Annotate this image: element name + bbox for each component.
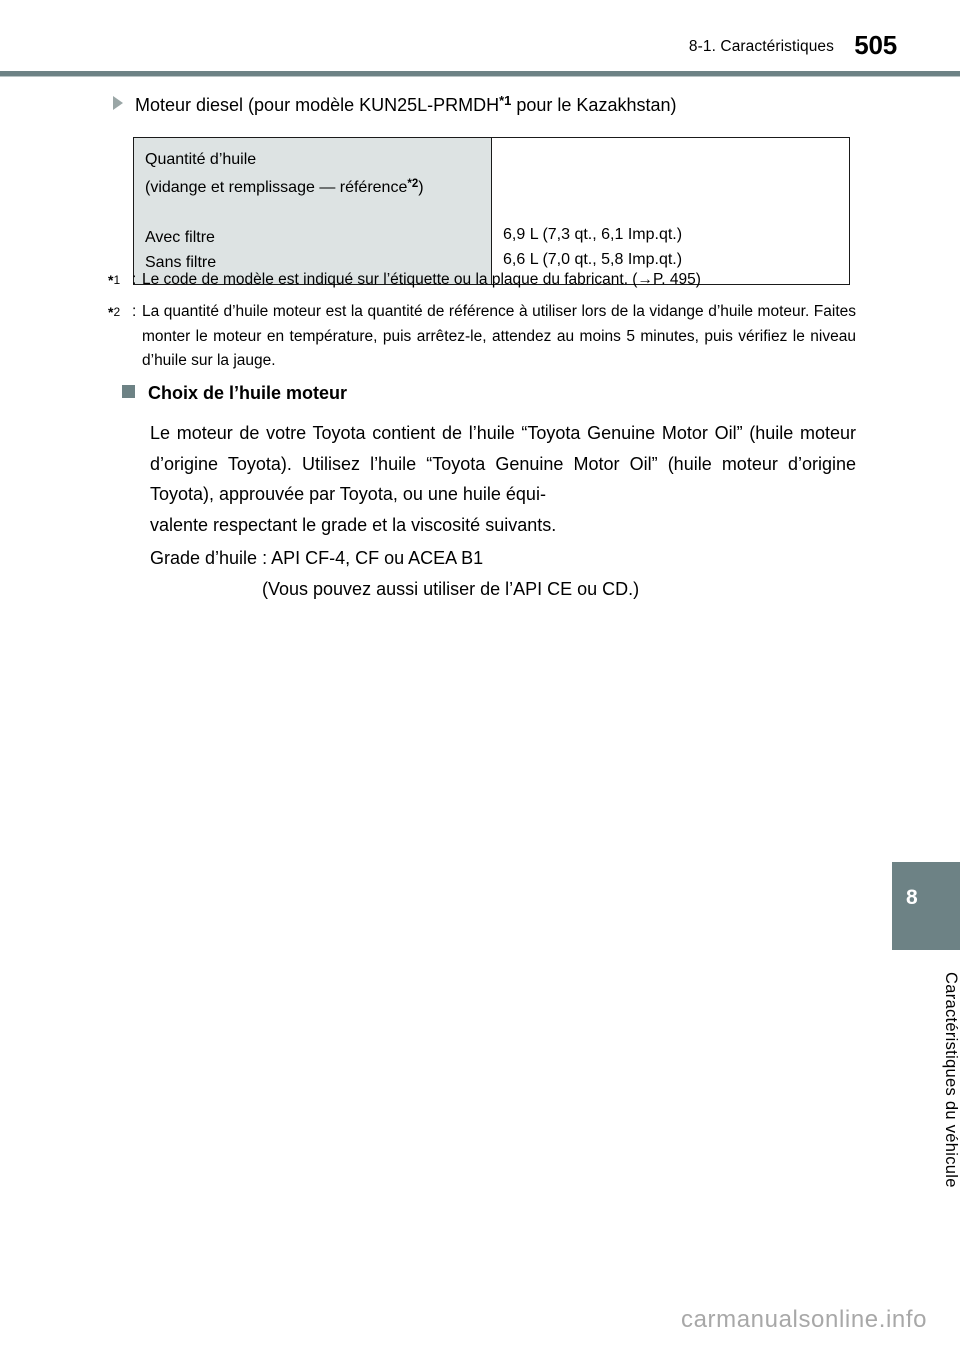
footnote-1-marker: *$^1$ bbox=[108, 272, 121, 289]
page-header bbox=[0, 30, 960, 68]
footnote-2 bbox=[108, 300, 856, 374]
oil-grade-line-1: Grade d’huile : API CF-4, CF ou ACEA B1 bbox=[150, 548, 484, 568]
section-body-paragraph bbox=[150, 418, 856, 540]
footnote-2-text: La quantité d’huile moteur est la quantité de référence à utiliser lors de la vidange d’huile moteur. Faites monter le moteur en température, puis arrêtez-le, attendez au moins 5 minutes, puis vérifiez le niveau d’huile sur la jauge. bbox=[142, 303, 856, 369]
section-body-text: Le moteur de votre Toyota contient de l’huile “Toyota Genuine Motor Oil” (huile moteur d’origine Toyota). Utilisez l’huile “Toyota Genuine Motor Oil” (huile moteur d’origine Toyota), approuvée par Toyota, ou une huile équi- bbox=[150, 423, 856, 504]
table-row-value-1: 6,6 L (7,0 qt., 5,8 Imp.qt.) bbox=[503, 251, 683, 268]
table-label-line-2: (vidange et remplissage — référence$^{*2}$) bbox=[145, 178, 424, 197]
site-watermark: carmanualsonline.info bbox=[681, 1306, 928, 1333]
table-row-value-0: 6,9 L (7,3 qt., 6,1 Imp.qt.) bbox=[503, 226, 683, 243]
table-row-label-1: Sans filtre bbox=[145, 254, 217, 272]
table-label-cell bbox=[134, 138, 492, 284]
section-body-last-line: valente respectant le grade et la viscosité suivants. bbox=[150, 514, 557, 535]
header-section-title: 8-1. Caractéristiques bbox=[688, 38, 834, 55]
section-heading-oil-choice bbox=[122, 383, 347, 404]
table-label-line-1: Quantité d’huile bbox=[145, 151, 257, 168]
chapter-tab-label: Caractéristiques du véhicule bbox=[942, 972, 960, 1188]
footnote-ref-1: *1 bbox=[499, 93, 512, 108]
chapter-tab-number: 8 bbox=[906, 886, 918, 909]
subsection-heading-text: Moteur diesel (pour modèle KUN25L-PRMDH bbox=[135, 94, 500, 115]
oil-grade-block bbox=[150, 543, 856, 604]
footnote-1-text: Le code de modèle est indiqué sur l’étiquette ou la plaque du fabricant. (→P. 495) bbox=[142, 271, 701, 288]
subsection-heading-text-tail: pour le Kazakhstan) bbox=[511, 94, 677, 115]
footnote-ref-2: *2 bbox=[407, 178, 419, 190]
section-heading-text: Choix de l’huile moteur bbox=[148, 383, 348, 403]
square-bullet-icon bbox=[122, 385, 135, 398]
footnote-2-colon: : bbox=[132, 303, 137, 320]
triangle-right-icon bbox=[113, 96, 123, 110]
oil-grade-line-2: (Vous pouvez aussi utiliser de l’API CE ou CD.) bbox=[262, 578, 640, 599]
table-value-spacer-mid bbox=[503, 197, 849, 222]
table-value-cell bbox=[492, 138, 849, 284]
page-number: 505 bbox=[854, 30, 897, 60]
table-value-spacer-top bbox=[503, 147, 849, 197]
oil-capacity-table bbox=[133, 137, 850, 285]
header-rule-divider bbox=[0, 71, 960, 77]
footnote-1-colon: : bbox=[132, 271, 137, 288]
chapter-tab bbox=[892, 862, 960, 950]
footnote-2-marker: *$^2$ bbox=[108, 304, 121, 321]
table-row-label-0: Avec filtre bbox=[145, 229, 215, 247]
footnote-1 bbox=[108, 268, 856, 293]
subsection-heading bbox=[113, 88, 873, 118]
table-label-spacer bbox=[145, 200, 491, 225]
